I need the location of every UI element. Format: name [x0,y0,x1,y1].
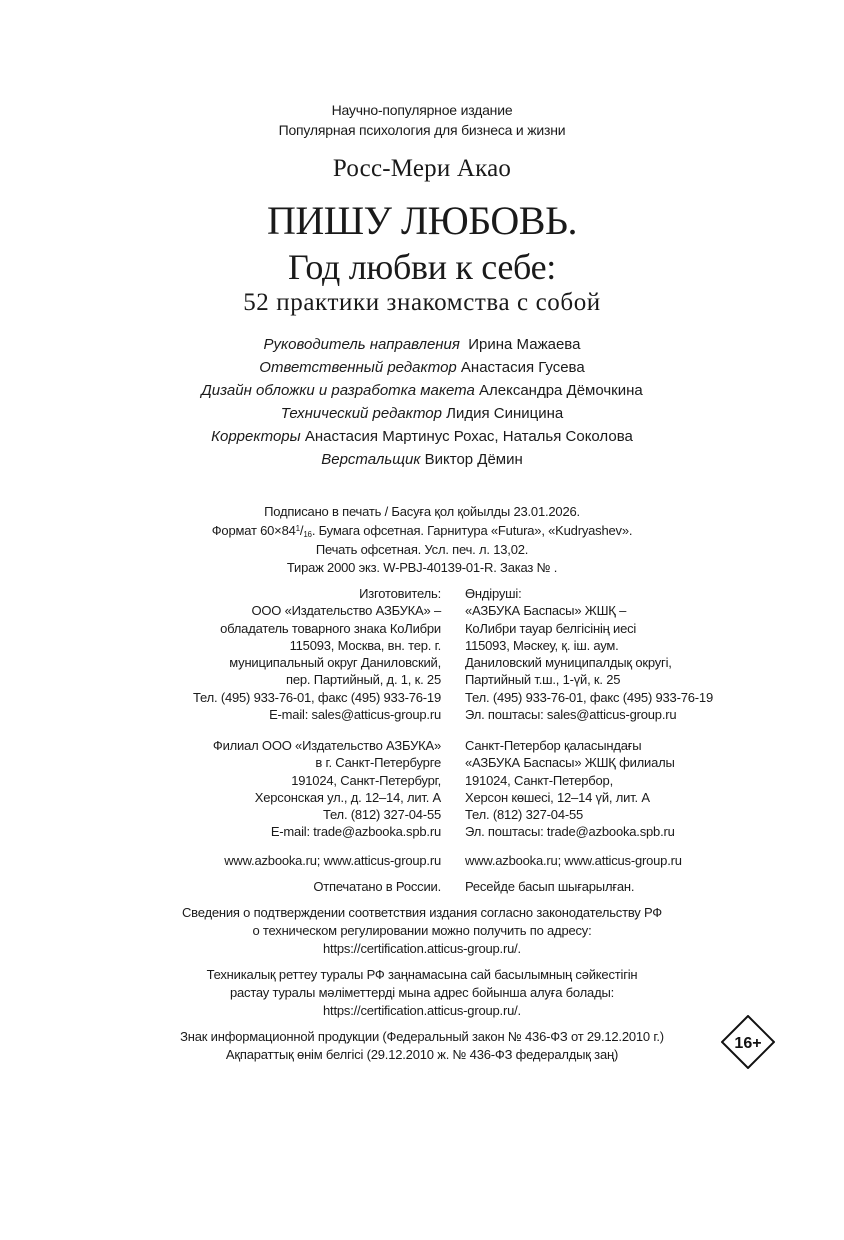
credit-role: Верстальщик [321,451,421,468]
info-sign-kz: Ақпараттық өнім белгісі (29.12.2010 ж. № 436-ФЗ федералдық заң) [225,1047,619,1062]
credit-line [0,382,844,399]
text-line: Өндіруші: [465,586,522,601]
text-line: 191024, Санкт-Петербург, [291,772,441,788]
credit-line [0,359,844,376]
text-line: «АЗБУКА Баспасы» ЖШҚ филиалы [465,755,675,771]
format-rest: . Бумага офсетная. Гарнитура «Futura», «Kudryashev». [311,523,633,538]
print-method: Печать офсетная. Усл. печ. л. 13,02. [315,542,529,557]
certification-ru-line: о техническом регулировании можно получить по адресу: [252,923,592,938]
text-line: Херсонская ул., д. 12–14, лит. А [254,789,441,805]
title-line-2: Год любви к себе: [288,247,556,287]
manufacturer-kz [465,585,713,723]
text-line: Тел. (495) 933-76-01, факс (495) 933-76-19 [465,689,713,705]
info-sign-ru: Знак информационной продукции (Федеральный закон № 436-ФЗ от 29.12.2010 г.) [180,1029,664,1044]
text-line: Санкт-Петербор қаласындағы [465,738,642,753]
title-line-1: ПИШУ ЛЮБОВЬ. [267,198,577,243]
print-circulation: Тираж 2000 экз. W-PBJ-40139-01-R. Заказ № . [286,560,558,575]
printed-in-kz [465,878,634,895]
text-line: Отпечатано в России. [313,879,441,894]
age-rating-badge [721,1015,775,1069]
text-line: Эл. поштасы: sales@atticus-group.ru [465,707,677,723]
credit-role: Руководитель направления [263,336,460,353]
format-numerator: 1 [295,524,300,533]
text-line: 191024, Санкт-Петербор, [465,772,613,788]
edition-type: Научно-популярное издание [331,102,513,118]
websites-kz [465,852,682,869]
text-line: в г. Санкт-Петербурге [315,755,441,771]
text-line: Тел. (812) 327-04-55 [465,807,584,823]
certification-kz-line: Техникалық реттеу туралы РФ заңнамасына сай басылымның сәйкестігін [206,967,638,982]
print-signed: Подписано в печать / Басуға қол қойылды 23.01.2026. [264,504,580,519]
branch-kz [465,737,675,841]
credit-person: Анастасия Гусева [460,359,585,376]
manufacturer-ru [193,585,441,723]
title-line-3: 52 практики знакомства с собой [243,289,601,316]
text-line: «АЗБУКА Баспасы» ЖШҚ – [465,603,627,619]
series-name: Популярная психология для бизнеса и жизни [278,122,566,138]
credit-line [0,405,844,422]
text-line: КоЛибри тауар белгісінің иесі [465,620,637,636]
text-line: Херсон көшесі, 12–14 үй, лит. А [465,789,650,805]
credit-person: Александра Дёмочкина [478,382,643,399]
text-line: E-mail: trade@azbooka.spb.ru [270,824,441,840]
text-line: муниципальный округ Даниловский, [229,655,441,671]
format-prefix: Формат 60×84 [211,523,296,538]
text-line: Тел. (812) 327-04-55 [322,807,441,823]
credit-line [0,451,844,468]
text-line: www.azbooka.ru; www.atticus-group.ru [465,853,682,868]
text-line: Тел. (495) 933-76-01, факс (495) 933-76-19 [193,689,441,705]
printed-in-ru [313,878,441,895]
branch-ru [213,737,441,841]
certification-ru-line: Сведения о подтверждении соответствия издания согласно законодательству РФ [181,905,662,920]
text-line: Ресейде басып шығарылған. [465,879,635,894]
text-line: пер. Партийный, д. 1, к. 25 [286,672,441,688]
credit-person: Ирина Мажаева [468,336,581,353]
age-rating-label: 16+ [734,1035,762,1052]
text-line: Партийный т.ш., 1-үй, к. 25 [465,672,621,688]
print-format: Формат $60\times 84^1/_{16}$. Бумага офсетная. Гарнитура «Futura», «Kudryashev». [211,523,633,539]
text-line: E-mail: sales@atticus-group.ru [269,707,441,723]
text-line: Даниловский муниципалдық округі, [465,655,672,671]
format-denominator: 16 [303,530,312,539]
text-line: обладатель товарного знака КоЛибри [220,620,441,636]
text-line: Изготовитель: [359,586,441,601]
text-line: 115093, Мәскеу, қ. іш. аум. [465,637,619,653]
credit-person: Виктор Дёмин [424,451,523,468]
text-line: ООО «Издательство АЗБУКА» – [251,603,441,619]
credit-line [0,336,844,353]
text-line: Филиал ООО «Издательство АЗБУКА» [212,738,441,753]
credit-role: Корректоры [211,428,301,445]
credit-person: Анастасия Мартинус Рохас, Наталья Соколова [304,428,633,445]
certification-ru-url: https://certification.atticus-group.ru/. [323,941,521,956]
author-name: Росс-Мери Акао [332,155,512,182]
credit-role: Дизайн обложки и разработка макета [201,382,475,399]
text-line: www.azbooka.ru; www.atticus-group.ru [224,853,441,868]
text-line: Эл. поштасы: trade@azbooka.spb.ru [465,824,675,840]
certification-kz-line: растау туралы мәліметтерді мына адрес бойынша алуға болады: [229,985,615,1000]
credit-role: Технический редактор [280,405,442,422]
text-line: 115093, Москва, вн. тер. г. [289,637,441,653]
credit-role: Ответственный редактор [259,359,457,376]
websites-ru [224,852,441,869]
credit-person: Лидия Синицина [446,405,564,422]
certification-kz-url: https://certification.atticus-group.ru/. [323,1003,521,1018]
credit-line [0,428,844,445]
